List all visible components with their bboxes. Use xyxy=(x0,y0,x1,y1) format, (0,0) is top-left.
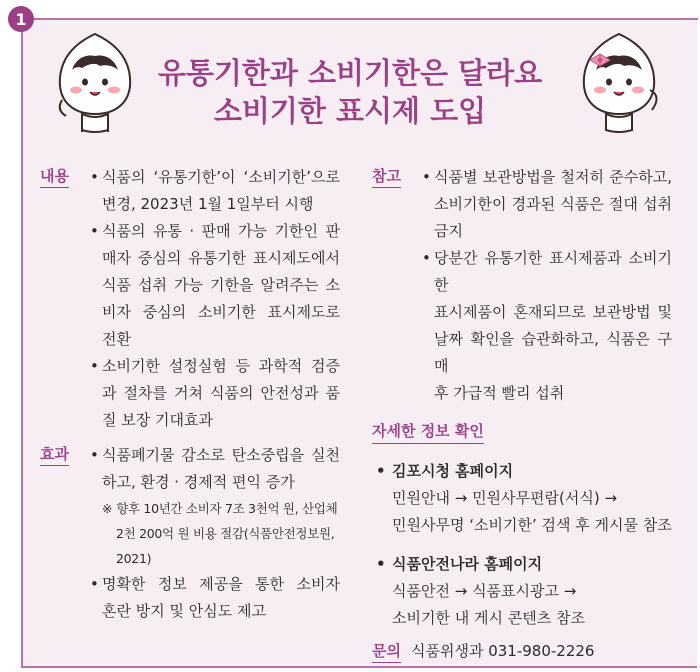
right-column xyxy=(372,164,672,665)
title-line-2: 소비기한 표시제 도입 xyxy=(213,94,487,128)
title-line-1: 유통기한과 소비기한은 달라요 xyxy=(157,56,543,90)
reference-bullet-1 xyxy=(422,164,672,245)
effect-section xyxy=(40,442,340,625)
content-bullet-1 xyxy=(90,164,340,218)
note-line: 향후 10년간 소비자 7조 3천억 원, 산업체 xyxy=(116,501,338,516)
info-heading: 자세한 정보 확인 xyxy=(372,419,484,444)
content-label: 내용 xyxy=(40,165,69,188)
note-line: 2천 200억 원 비용 절감(식품안전정보원, xyxy=(116,526,335,541)
reference-bullet-2 xyxy=(422,245,672,407)
note-mark: ※ xyxy=(102,501,113,516)
text-line: 전환 xyxy=(102,330,131,348)
effect-bullet-2 xyxy=(90,571,340,625)
inquiry-text: 식품위생과 031-980-2226 xyxy=(410,642,595,660)
site-foodsafety-name: • 식품안전나라 홈페이지 xyxy=(376,551,672,578)
text-line: • 식품폐기물 감소로 탄소중립을 실천 xyxy=(102,446,340,464)
effect-label: 효과 xyxy=(40,443,69,466)
text-line: • 소비기한 설정실험 등 과학적 검증 xyxy=(102,357,340,375)
mascot-girl-icon xyxy=(576,30,662,138)
content-bullet-3 xyxy=(90,353,340,434)
number-badge: 1 xyxy=(8,6,34,32)
text-line: 비자 중심의 소비기한 표시제도로 xyxy=(102,303,340,321)
header-rule xyxy=(30,18,698,20)
content-section xyxy=(40,164,340,434)
site-gimpo-path: 민원사무명 ‘소비기한’ 검색 후 게시물 참조 xyxy=(392,516,672,534)
text-line: 매자 중심의 유통기한 표시제도에서 xyxy=(102,249,340,267)
site-gimpo-path: 민원안내 → 민원사무편람(서식) → xyxy=(392,489,618,507)
text-line: 후 가급적 빨리 섭취 xyxy=(434,384,565,402)
text-line: • 식품별 보관방법을 철저히 준수하고, xyxy=(434,168,672,186)
effect-bullet-1 xyxy=(90,442,340,496)
text-line: • 식품의 ‘유통기한’이 ‘소비기한’으로 xyxy=(102,168,340,186)
text-line: 과 절차를 거쳐 식품의 안전성과 품 xyxy=(102,384,340,402)
reference-section xyxy=(372,164,672,407)
site-foodsafety-path: 소비기한 내 게시 콘텐츠 참조 xyxy=(392,609,585,627)
inquiry-label: 문의 xyxy=(372,640,401,663)
text-line: 질 보장 기대효과 xyxy=(102,411,213,429)
site-gimpo-name: • 김포시청 홈페이지 xyxy=(376,458,672,485)
site-gimpo xyxy=(372,458,672,539)
note-line: 2021) xyxy=(116,551,152,566)
content-bullet-2 xyxy=(90,218,340,353)
site-foodsafety xyxy=(372,551,672,632)
text-line: 표시제품이 혼재되므로 보관방법 및 xyxy=(434,303,672,321)
text-line: 변경, 2023년 1월 1일부터 시행 xyxy=(102,195,314,213)
text-line: 하고, 환경 · 경제적 편익 증가 xyxy=(102,473,295,491)
page-title xyxy=(120,54,580,130)
reference-label: 참고 xyxy=(372,165,401,188)
text-line: 혼란 방지 및 안심도 제고 xyxy=(102,602,266,620)
text-line: 금지 xyxy=(434,222,463,240)
text-line: • 식품의 유통 · 판매 가능 기한인 판 xyxy=(102,222,340,240)
inquiry xyxy=(372,638,672,665)
text-line: 날짜 확인을 습관화하고, 식품은 구매 xyxy=(434,330,672,375)
text-line: • 명확한 정보 제공을 통한 소비자 xyxy=(102,575,340,593)
text-line: 식품 섭취 가능 기한을 알려주는 소 xyxy=(102,276,340,294)
text-line: • 당분간 유통기한 표시제품과 소비기한 xyxy=(434,249,672,294)
text-line: 소비기한이 경과된 식품은 절대 섭취 xyxy=(434,195,672,213)
site-foodsafety-path: 식품안전 → 식품표시광고 → xyxy=(392,582,577,600)
left-column xyxy=(40,164,340,625)
effect-note xyxy=(90,496,340,571)
